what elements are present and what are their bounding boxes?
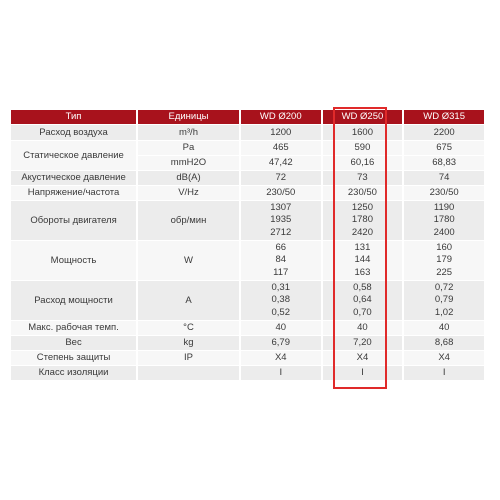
row-label: Мощность — [11, 241, 136, 280]
row-value-wd315: 40 — [404, 321, 484, 335]
row-label: Класс изоляции — [11, 366, 136, 380]
row-value-wd250: 590 — [323, 141, 403, 155]
row-unit: dB(A) — [138, 171, 239, 185]
row-value-wd250: 131 144 163 — [323, 241, 403, 280]
table-row — [11, 366, 484, 380]
row-value-wd315: 68,83 — [404, 156, 484, 170]
row-value-wd315: 1190 1780 2400 — [404, 201, 484, 240]
row-label: Расход воздуха — [11, 125, 136, 140]
row-unit: mmH2O — [138, 156, 239, 170]
row-value-wd315: 0,72 0,79 1,02 — [404, 281, 484, 320]
row-unit: kg — [138, 336, 239, 350]
row-unit: V/Hz — [138, 186, 239, 200]
row-value-wd250: 73 — [323, 171, 403, 185]
row-value-wd315: 8,68 — [404, 336, 484, 350]
spec-table — [9, 109, 486, 381]
table-row — [11, 125, 484, 140]
row-label: Напряжение/частота — [11, 186, 136, 200]
row-unit: W — [138, 241, 239, 280]
row-value-wd200: 66 84 117 — [241, 241, 321, 280]
row-value-wd200: 230/50 — [241, 186, 321, 200]
table-row — [11, 171, 484, 185]
header-wd315: WD Ø315 — [404, 110, 484, 124]
row-value-wd200: 6,79 — [241, 336, 321, 350]
row-value-wd200: X4 — [241, 351, 321, 365]
table-row — [11, 201, 484, 240]
row-unit: °C — [138, 321, 239, 335]
row-label: Статическое давление — [11, 141, 136, 170]
row-value-wd315: 160 179 225 — [404, 241, 484, 280]
row-unit: обр/мин — [138, 201, 239, 240]
row-label: Акустическое давление — [11, 171, 136, 185]
row-value-wd250: I — [323, 366, 403, 380]
header-wd200: WD Ø200 — [241, 110, 321, 124]
header-wd250: WD Ø250 — [323, 110, 403, 124]
row-label: Вес — [11, 336, 136, 350]
table-row — [11, 141, 484, 155]
row-label: Макс. рабочая темп. — [11, 321, 136, 335]
row-label: Степень защиты — [11, 351, 136, 365]
row-value-wd200: 40 — [241, 321, 321, 335]
row-unit: IP — [138, 351, 239, 365]
header-units: Единицы — [138, 110, 239, 124]
row-label: Обороты двигателя — [11, 201, 136, 240]
header-type: Тип — [11, 110, 136, 124]
row-value-wd250: 7,20 — [323, 336, 403, 350]
table-header-row — [11, 110, 484, 124]
row-value-wd250: 60,16 — [323, 156, 403, 170]
row-value-wd315: 230/50 — [404, 186, 484, 200]
row-value-wd315: 74 — [404, 171, 484, 185]
row-value-wd250: X4 — [323, 351, 403, 365]
row-value-wd315: I — [404, 366, 484, 380]
row-value-wd200: 47,42 — [241, 156, 321, 170]
row-value-wd315: 675 — [404, 141, 484, 155]
table-row — [11, 241, 484, 280]
row-unit: Pa — [138, 141, 239, 155]
row-value-wd200: 72 — [241, 171, 321, 185]
table-row — [11, 336, 484, 350]
row-unit: m³/h — [138, 125, 239, 140]
row-unit — [138, 366, 239, 380]
row-value-wd250: 230/50 — [323, 186, 403, 200]
row-value-wd200: 465 — [241, 141, 321, 155]
table-row — [11, 186, 484, 200]
row-value-wd315: 2200 — [404, 125, 484, 140]
row-value-wd200: 1200 — [241, 125, 321, 140]
row-value-wd200: 0,31 0,38 0,52 — [241, 281, 321, 320]
row-value-wd200: I — [241, 366, 321, 380]
row-value-wd250: 40 — [323, 321, 403, 335]
table-row — [11, 351, 484, 365]
row-label: Расход мощности — [11, 281, 136, 320]
row-value-wd250: 1600 — [323, 125, 403, 140]
row-value-wd250: 0,58 0,64 0,70 — [323, 281, 403, 320]
row-value-wd315: X4 — [404, 351, 484, 365]
table-row — [11, 321, 484, 335]
table-row — [11, 281, 484, 320]
row-value-wd200: 1307 1935 2712 — [241, 201, 321, 240]
row-value-wd250: 1250 1780 2420 — [323, 201, 403, 240]
row-unit: A — [138, 281, 239, 320]
